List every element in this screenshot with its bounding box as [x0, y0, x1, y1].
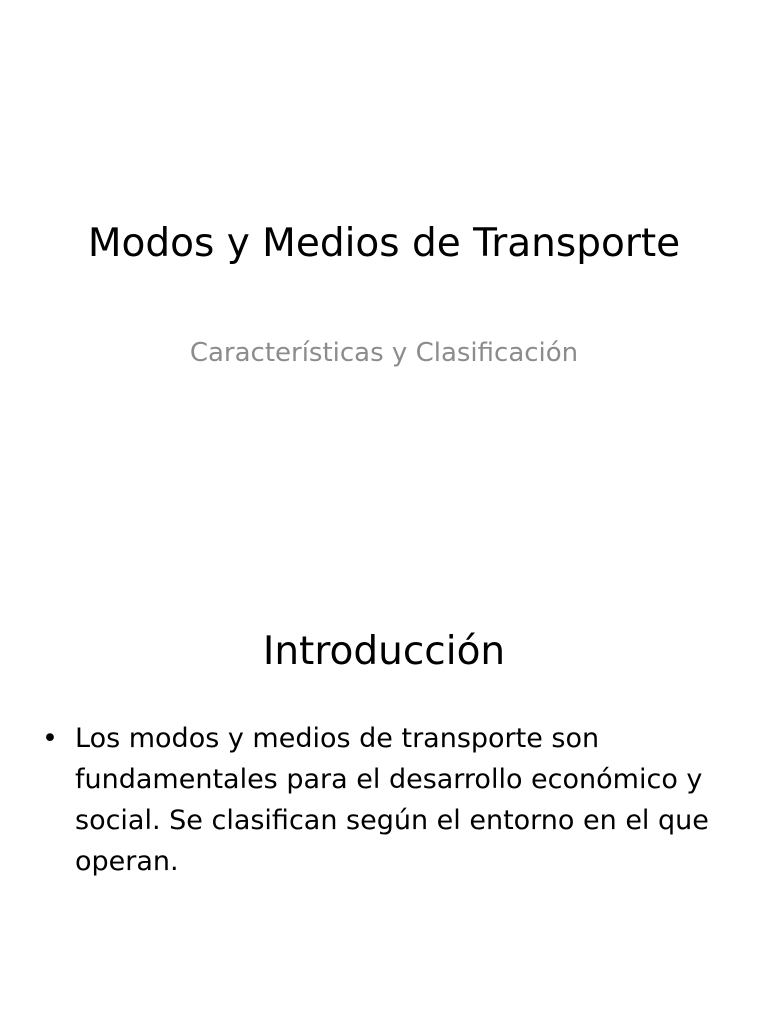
introduction-heading: Introducción [262, 629, 506, 674]
slide-introduction [0, 512, 768, 1024]
bullet-item [40, 718, 730, 882]
bullet-icon: • [42, 723, 58, 754]
bullet-list [40, 718, 730, 882]
slide-subtitle: Características y Clasificación [189, 338, 579, 368]
slide-title-heading: Modos y Medios de Transporte [87, 221, 681, 266]
bullet-text: Los modos y medios de transporte son fundamentales para el desarrollo económico y social. Se clasifican según el entorno en el que operan. [75, 723, 709, 877]
